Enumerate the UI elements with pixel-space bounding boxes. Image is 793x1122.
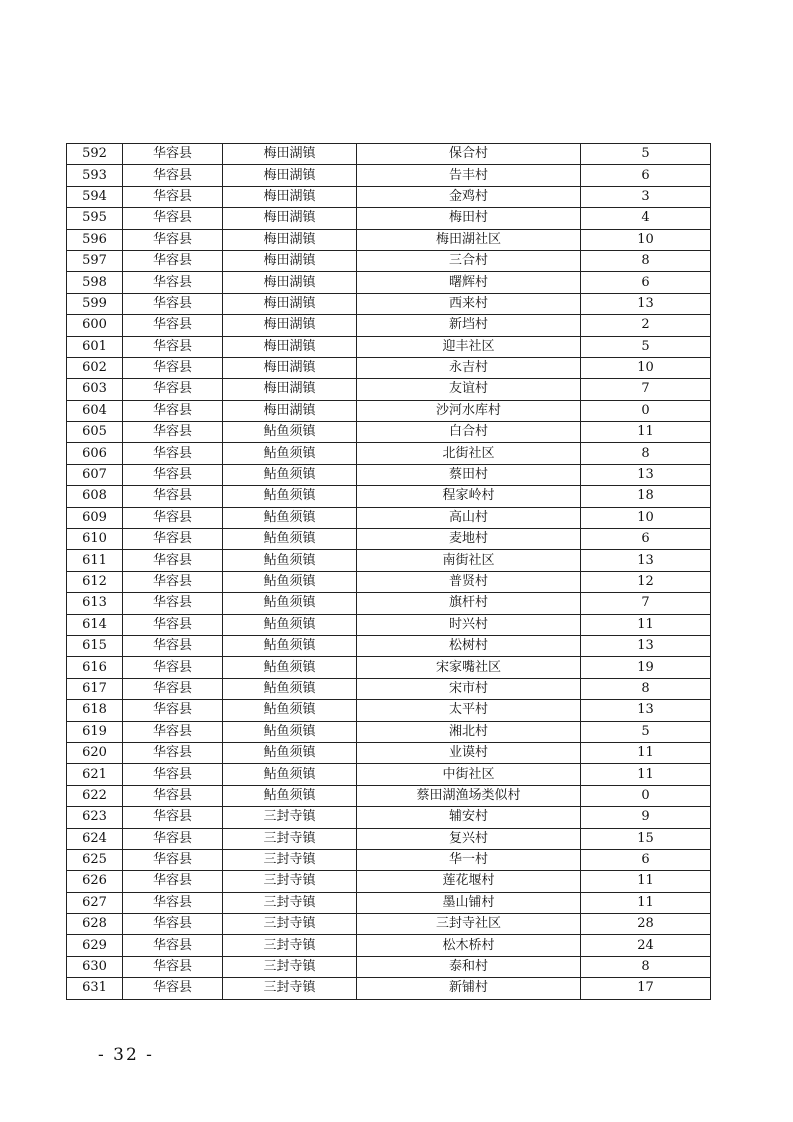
county-cell: 华容县 xyxy=(123,272,223,293)
table-row xyxy=(67,892,711,913)
table-row xyxy=(67,229,711,250)
row-number-cell: 592 xyxy=(67,144,123,165)
village-cell: 麦地村 xyxy=(357,529,581,550)
table-row xyxy=(67,250,711,271)
table-row xyxy=(67,785,711,806)
county-cell: 华容县 xyxy=(123,678,223,699)
table-row xyxy=(67,144,711,165)
row-number-cell: 629 xyxy=(67,935,123,956)
county-cell: 华容县 xyxy=(123,144,223,165)
row-number-cell: 620 xyxy=(67,742,123,763)
count-cell: 13 xyxy=(581,293,711,314)
county-cell: 华容县 xyxy=(123,657,223,678)
village-cell: 泰和村 xyxy=(357,956,581,977)
village-cell: 业谟村 xyxy=(357,742,581,763)
table-row xyxy=(67,935,711,956)
table-row xyxy=(67,828,711,849)
data-table xyxy=(66,143,711,1000)
village-cell: 三合村 xyxy=(357,250,581,271)
table-row xyxy=(67,871,711,892)
row-number-cell: 604 xyxy=(67,400,123,421)
row-number-cell: 605 xyxy=(67,422,123,443)
row-number-cell: 616 xyxy=(67,657,123,678)
town-cell: 鲇鱼须镇 xyxy=(223,657,357,678)
village-cell: 沙河水库村 xyxy=(357,400,581,421)
count-cell: 11 xyxy=(581,764,711,785)
county-cell: 华容县 xyxy=(123,935,223,956)
county-cell: 华容县 xyxy=(123,529,223,550)
count-cell: 11 xyxy=(581,892,711,913)
county-cell: 华容县 xyxy=(123,571,223,592)
table-row xyxy=(67,742,711,763)
count-cell: 17 xyxy=(581,978,711,999)
town-cell: 三封寺镇 xyxy=(223,871,357,892)
row-number-cell: 626 xyxy=(67,871,123,892)
county-cell: 华容县 xyxy=(123,208,223,229)
county-cell: 华容县 xyxy=(123,336,223,357)
row-number-cell: 617 xyxy=(67,678,123,699)
table-row xyxy=(67,721,711,742)
county-cell: 华容县 xyxy=(123,486,223,507)
village-cell: 三封寺社区 xyxy=(357,914,581,935)
table-row xyxy=(67,272,711,293)
county-cell: 华容县 xyxy=(123,550,223,571)
village-cell: 蔡田湖渔场类似村 xyxy=(357,785,581,806)
table-row xyxy=(67,379,711,400)
county-cell: 华容县 xyxy=(123,892,223,913)
row-number-cell: 594 xyxy=(67,186,123,207)
row-number-cell: 606 xyxy=(67,443,123,464)
town-cell: 鲇鱼须镇 xyxy=(223,678,357,699)
table-row xyxy=(67,186,711,207)
count-cell: 0 xyxy=(581,400,711,421)
town-cell: 鲇鱼须镇 xyxy=(223,443,357,464)
table-row xyxy=(67,635,711,656)
row-number-cell: 612 xyxy=(67,571,123,592)
count-cell: 5 xyxy=(581,721,711,742)
town-cell: 三封寺镇 xyxy=(223,828,357,849)
table-row xyxy=(67,315,711,336)
row-number-cell: 610 xyxy=(67,529,123,550)
row-number-cell: 601 xyxy=(67,336,123,357)
count-cell: 8 xyxy=(581,250,711,271)
count-cell: 3 xyxy=(581,186,711,207)
village-cell: 时兴村 xyxy=(357,614,581,635)
county-cell: 华容县 xyxy=(123,186,223,207)
county-cell: 华容县 xyxy=(123,871,223,892)
row-number-cell: 611 xyxy=(67,550,123,571)
village-cell: 告丰村 xyxy=(357,165,581,186)
town-cell: 梅田湖镇 xyxy=(223,186,357,207)
row-number-cell: 593 xyxy=(67,165,123,186)
county-cell: 华容县 xyxy=(123,849,223,870)
town-cell: 梅田湖镇 xyxy=(223,315,357,336)
village-cell: 白合村 xyxy=(357,422,581,443)
village-cell: 高山村 xyxy=(357,507,581,528)
village-cell: 新铺村 xyxy=(357,978,581,999)
row-number-cell: 600 xyxy=(67,315,123,336)
town-cell: 梅田湖镇 xyxy=(223,379,357,400)
table-row xyxy=(67,678,711,699)
row-number-cell: 627 xyxy=(67,892,123,913)
table-row xyxy=(67,165,711,186)
count-cell: 9 xyxy=(581,807,711,828)
county-cell: 华容县 xyxy=(123,785,223,806)
county-cell: 华容县 xyxy=(123,828,223,849)
village-cell: 复兴村 xyxy=(357,828,581,849)
table-row xyxy=(67,914,711,935)
village-cell: 松树村 xyxy=(357,635,581,656)
row-number-cell: 624 xyxy=(67,828,123,849)
row-number-cell: 615 xyxy=(67,635,123,656)
village-cell: 中街社区 xyxy=(357,764,581,785)
page-number: - 32 - xyxy=(98,1045,154,1065)
village-cell: 莲花堰村 xyxy=(357,871,581,892)
town-cell: 鲇鱼须镇 xyxy=(223,785,357,806)
table-row xyxy=(67,443,711,464)
village-cell: 永吉村 xyxy=(357,357,581,378)
county-cell: 华容县 xyxy=(123,165,223,186)
village-cell: 友谊村 xyxy=(357,379,581,400)
town-cell: 鲇鱼须镇 xyxy=(223,507,357,528)
table-row xyxy=(67,422,711,443)
count-cell: 5 xyxy=(581,144,711,165)
town-cell: 梅田湖镇 xyxy=(223,400,357,421)
row-number-cell: 599 xyxy=(67,293,123,314)
town-cell: 三封寺镇 xyxy=(223,849,357,870)
county-cell: 华容县 xyxy=(123,978,223,999)
table-row xyxy=(67,486,711,507)
count-cell: 13 xyxy=(581,464,711,485)
count-cell: 13 xyxy=(581,700,711,721)
count-cell: 0 xyxy=(581,785,711,806)
table-row xyxy=(67,400,711,421)
table-row xyxy=(67,807,711,828)
village-cell: 北街社区 xyxy=(357,443,581,464)
count-cell: 11 xyxy=(581,422,711,443)
county-cell: 华容县 xyxy=(123,229,223,250)
village-cell: 西来村 xyxy=(357,293,581,314)
village-cell: 太平村 xyxy=(357,700,581,721)
count-cell: 6 xyxy=(581,529,711,550)
count-cell: 6 xyxy=(581,849,711,870)
row-number-cell: 598 xyxy=(67,272,123,293)
count-cell: 13 xyxy=(581,635,711,656)
county-cell: 华容县 xyxy=(123,956,223,977)
village-cell: 曙辉村 xyxy=(357,272,581,293)
county-cell: 华容县 xyxy=(123,357,223,378)
row-number-cell: 625 xyxy=(67,849,123,870)
table-row xyxy=(67,700,711,721)
row-number-cell: 621 xyxy=(67,764,123,785)
town-cell: 三封寺镇 xyxy=(223,892,357,913)
town-cell: 三封寺镇 xyxy=(223,978,357,999)
county-cell: 华容县 xyxy=(123,422,223,443)
village-cell: 金鸡村 xyxy=(357,186,581,207)
town-cell: 梅田湖镇 xyxy=(223,357,357,378)
table-row xyxy=(67,529,711,550)
village-cell: 程家岭村 xyxy=(357,486,581,507)
table-row xyxy=(67,593,711,614)
table-row xyxy=(67,336,711,357)
town-cell: 鲇鱼须镇 xyxy=(223,700,357,721)
town-cell: 梅田湖镇 xyxy=(223,144,357,165)
count-cell: 12 xyxy=(581,571,711,592)
count-cell: 7 xyxy=(581,379,711,400)
town-cell: 鲇鱼须镇 xyxy=(223,422,357,443)
count-cell: 15 xyxy=(581,828,711,849)
county-cell: 华容县 xyxy=(123,293,223,314)
count-cell: 8 xyxy=(581,956,711,977)
row-number-cell: 596 xyxy=(67,229,123,250)
count-cell: 11 xyxy=(581,614,711,635)
table-row xyxy=(67,357,711,378)
count-cell: 11 xyxy=(581,871,711,892)
count-cell: 13 xyxy=(581,550,711,571)
town-cell: 梅田湖镇 xyxy=(223,272,357,293)
county-cell: 华容县 xyxy=(123,250,223,271)
county-cell: 华容县 xyxy=(123,507,223,528)
village-cell: 南街社区 xyxy=(357,550,581,571)
town-cell: 鲇鱼须镇 xyxy=(223,593,357,614)
county-cell: 华容县 xyxy=(123,614,223,635)
table-row xyxy=(67,464,711,485)
table-row xyxy=(67,764,711,785)
village-cell: 宋家嘴社区 xyxy=(357,657,581,678)
town-cell: 梅田湖镇 xyxy=(223,208,357,229)
county-cell: 华容县 xyxy=(123,807,223,828)
village-cell: 华一村 xyxy=(357,849,581,870)
count-cell: 6 xyxy=(581,272,711,293)
row-number-cell: 631 xyxy=(67,978,123,999)
village-cell: 湘北村 xyxy=(357,721,581,742)
table-row xyxy=(67,208,711,229)
table-row xyxy=(67,956,711,977)
village-cell: 普贤村 xyxy=(357,571,581,592)
county-cell: 华容县 xyxy=(123,593,223,614)
count-cell: 10 xyxy=(581,357,711,378)
county-cell: 华容县 xyxy=(123,742,223,763)
county-cell: 华容县 xyxy=(123,315,223,336)
count-cell: 8 xyxy=(581,678,711,699)
town-cell: 鲇鱼须镇 xyxy=(223,721,357,742)
count-cell: 18 xyxy=(581,486,711,507)
village-cell: 梅田村 xyxy=(357,208,581,229)
village-cell: 蔡田村 xyxy=(357,464,581,485)
village-cell: 墨山铺村 xyxy=(357,892,581,913)
town-cell: 梅田湖镇 xyxy=(223,165,357,186)
count-cell: 7 xyxy=(581,593,711,614)
village-cell: 旗杆村 xyxy=(357,593,581,614)
village-cell: 新垱村 xyxy=(357,315,581,336)
table-body xyxy=(67,144,711,1000)
town-cell: 梅田湖镇 xyxy=(223,293,357,314)
count-cell: 19 xyxy=(581,657,711,678)
count-cell: 10 xyxy=(581,507,711,528)
village-cell: 保合村 xyxy=(357,144,581,165)
table-row xyxy=(67,978,711,999)
count-cell: 8 xyxy=(581,443,711,464)
row-number-cell: 618 xyxy=(67,700,123,721)
county-cell: 华容县 xyxy=(123,700,223,721)
county-cell: 华容县 xyxy=(123,400,223,421)
count-cell: 28 xyxy=(581,914,711,935)
village-cell: 辅安村 xyxy=(357,807,581,828)
county-cell: 华容县 xyxy=(123,764,223,785)
row-number-cell: 595 xyxy=(67,208,123,229)
row-number-cell: 603 xyxy=(67,379,123,400)
town-cell: 三封寺镇 xyxy=(223,935,357,956)
town-cell: 梅田湖镇 xyxy=(223,229,357,250)
count-cell: 24 xyxy=(581,935,711,956)
count-cell: 10 xyxy=(581,229,711,250)
village-cell: 松木桥村 xyxy=(357,935,581,956)
count-cell: 11 xyxy=(581,742,711,763)
town-cell: 鲇鱼须镇 xyxy=(223,529,357,550)
row-number-cell: 609 xyxy=(67,507,123,528)
table-row xyxy=(67,657,711,678)
town-cell: 三封寺镇 xyxy=(223,956,357,977)
row-number-cell: 623 xyxy=(67,807,123,828)
county-cell: 华容县 xyxy=(123,464,223,485)
town-cell: 三封寺镇 xyxy=(223,914,357,935)
count-cell: 6 xyxy=(581,165,711,186)
county-cell: 华容县 xyxy=(123,443,223,464)
town-cell: 鲇鱼须镇 xyxy=(223,614,357,635)
row-number-cell: 622 xyxy=(67,785,123,806)
county-cell: 华容县 xyxy=(123,635,223,656)
row-number-cell: 597 xyxy=(67,250,123,271)
row-number-cell: 607 xyxy=(67,464,123,485)
table-row xyxy=(67,507,711,528)
row-number-cell: 608 xyxy=(67,486,123,507)
row-number-cell: 602 xyxy=(67,357,123,378)
table-row xyxy=(67,550,711,571)
row-number-cell: 614 xyxy=(67,614,123,635)
town-cell: 鲇鱼须镇 xyxy=(223,550,357,571)
town-cell: 鲇鱼须镇 xyxy=(223,635,357,656)
count-cell: 4 xyxy=(581,208,711,229)
town-cell: 鲇鱼须镇 xyxy=(223,764,357,785)
county-cell: 华容县 xyxy=(123,379,223,400)
village-cell: 迎丰社区 xyxy=(357,336,581,357)
row-number-cell: 613 xyxy=(67,593,123,614)
county-cell: 华容县 xyxy=(123,914,223,935)
count-cell: 2 xyxy=(581,315,711,336)
table-row xyxy=(67,571,711,592)
village-cell: 梅田湖社区 xyxy=(357,229,581,250)
town-cell: 鲇鱼须镇 xyxy=(223,571,357,592)
row-number-cell: 619 xyxy=(67,721,123,742)
town-cell: 梅田湖镇 xyxy=(223,336,357,357)
row-number-cell: 630 xyxy=(67,956,123,977)
count-cell: 5 xyxy=(581,336,711,357)
table-row xyxy=(67,293,711,314)
town-cell: 鲇鱼须镇 xyxy=(223,486,357,507)
town-cell: 三封寺镇 xyxy=(223,807,357,828)
town-cell: 鲇鱼须镇 xyxy=(223,464,357,485)
row-number-cell: 628 xyxy=(67,914,123,935)
town-cell: 鲇鱼须镇 xyxy=(223,742,357,763)
table-row xyxy=(67,849,711,870)
village-cell: 宋市村 xyxy=(357,678,581,699)
table-row xyxy=(67,614,711,635)
town-cell: 梅田湖镇 xyxy=(223,250,357,271)
county-cell: 华容县 xyxy=(123,721,223,742)
